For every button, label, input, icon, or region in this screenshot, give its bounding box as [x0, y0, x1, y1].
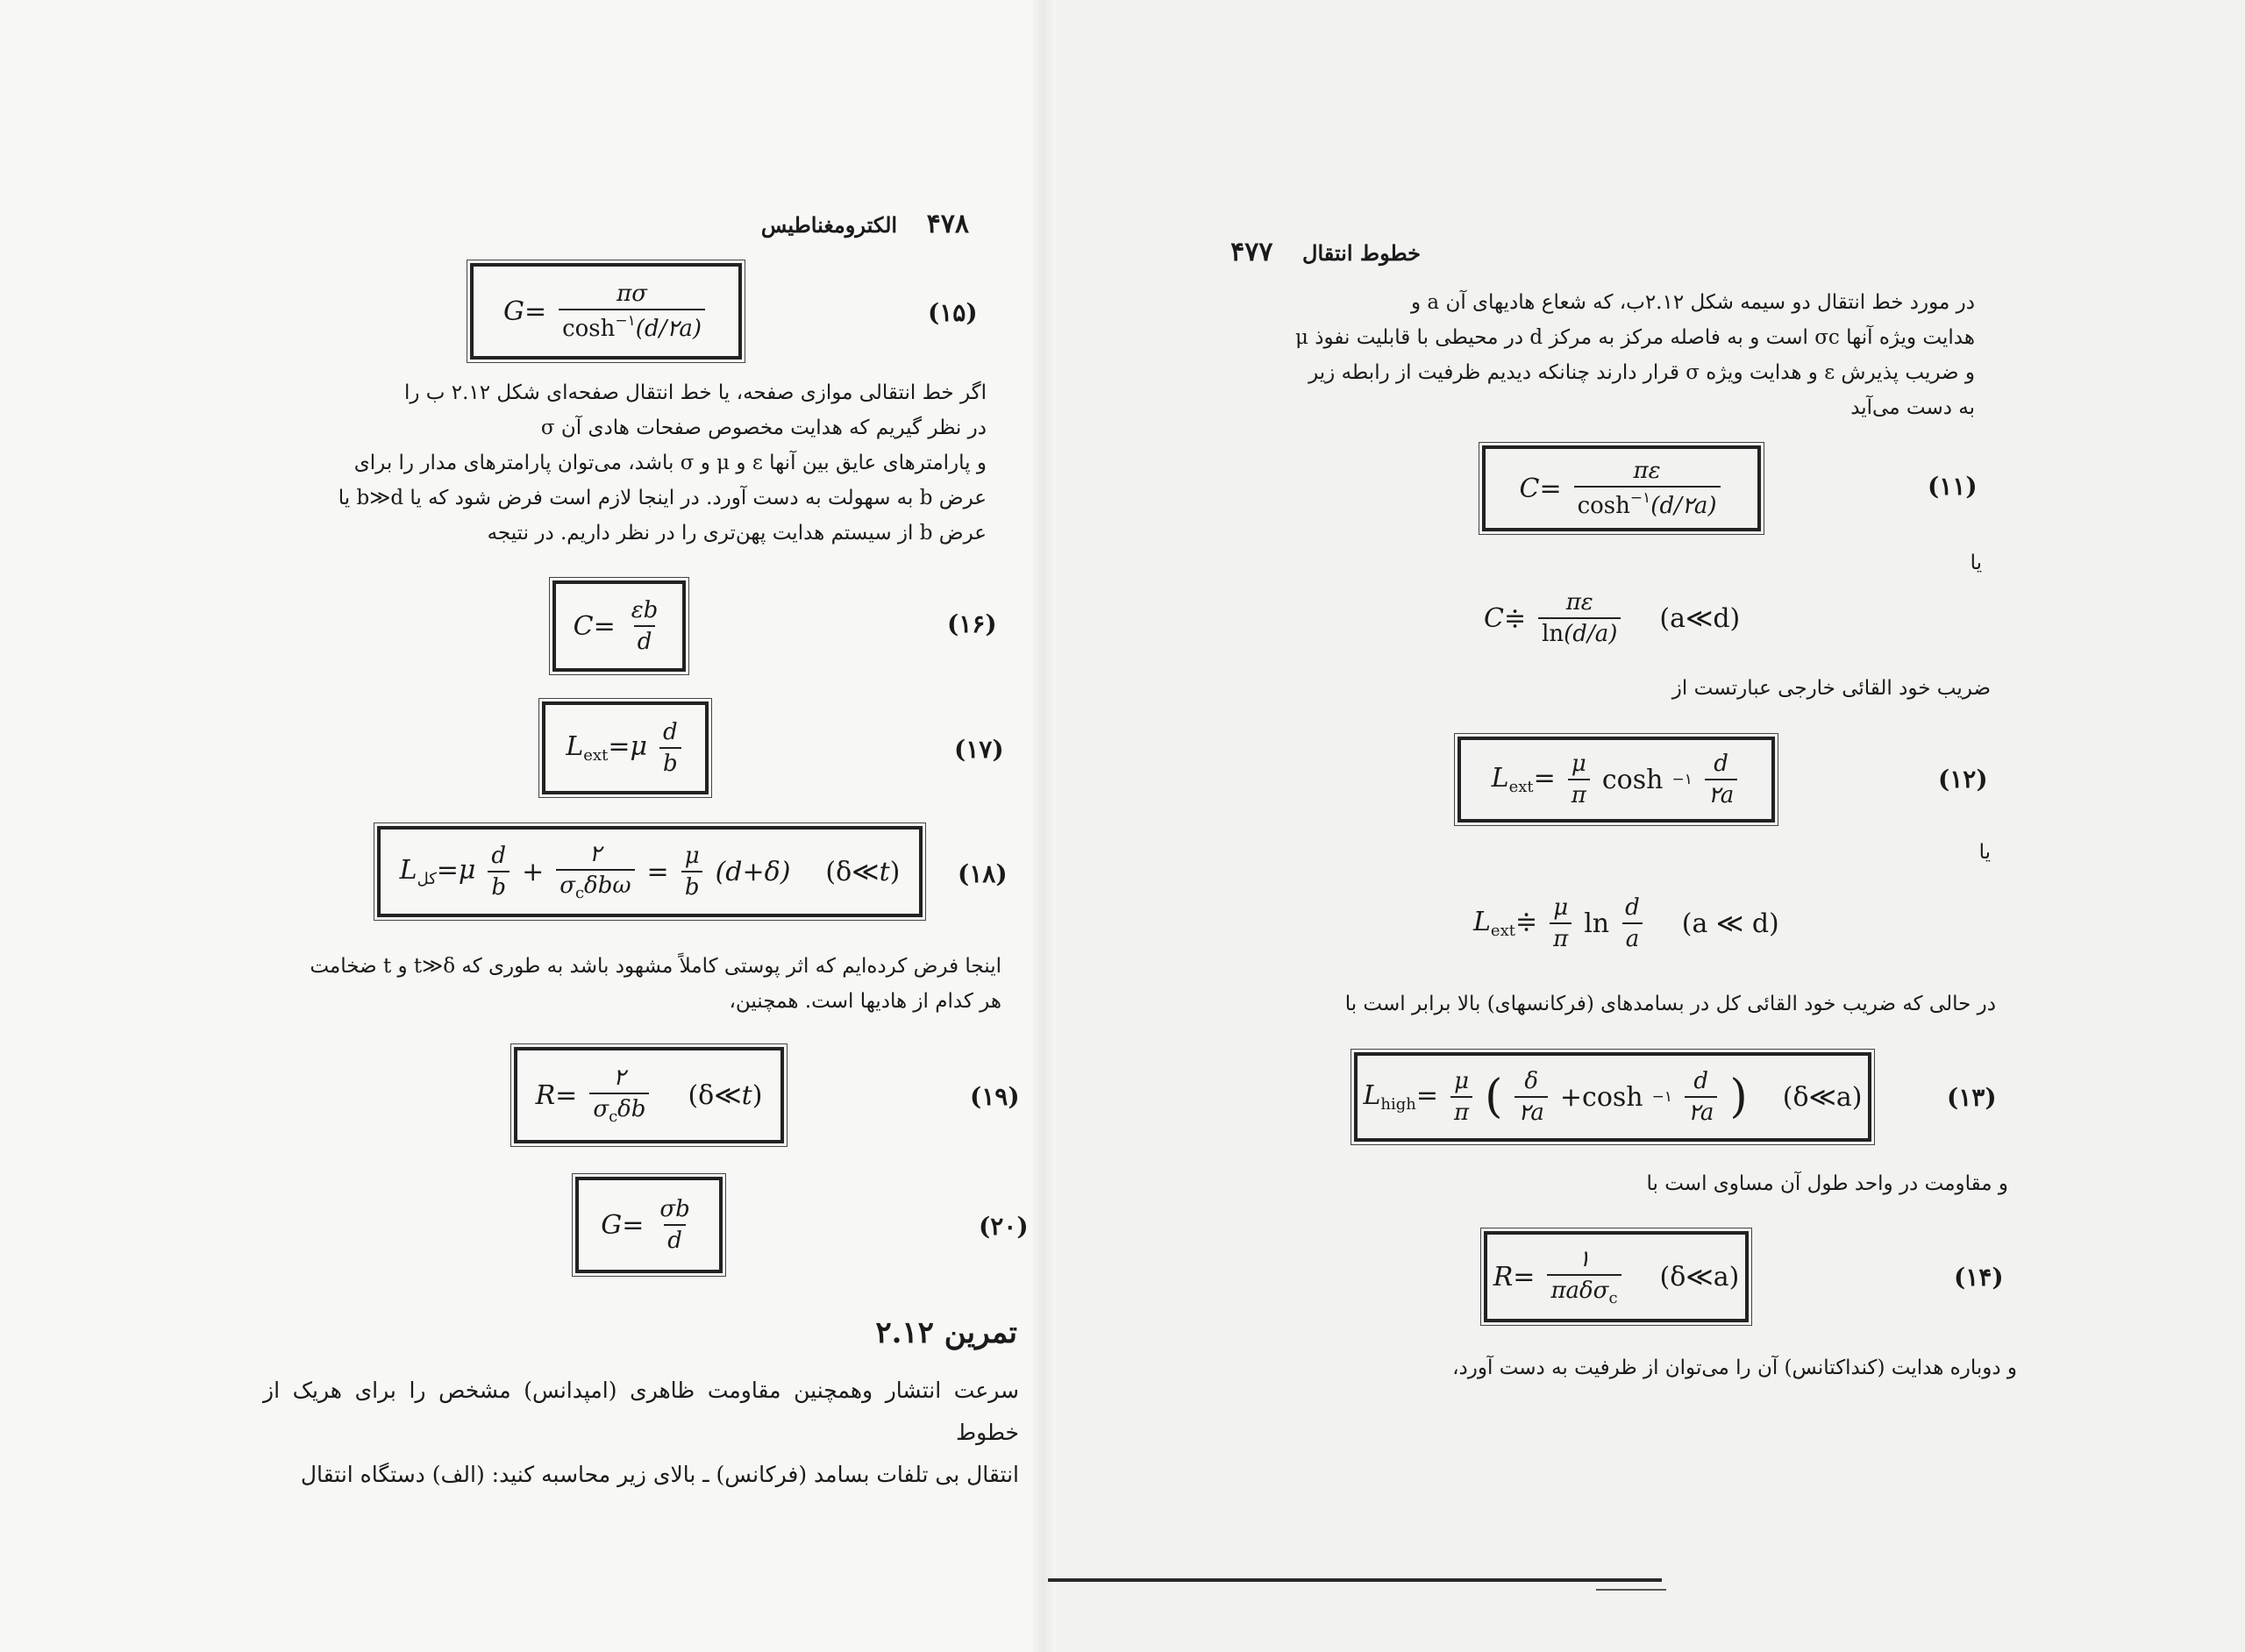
left-para2-line1: اینجا فرض کرده‌ایم که اثر پوستی کاملاً مشهود باشد به طوری که t≫δ و t ضخامت: [310, 955, 1001, 978]
equation-number-14: (۱۴): [1954, 1263, 2004, 1292]
right-resistance-text: و مقاومت در واحد طول آن مساوی است با: [1646, 1172, 2008, 1195]
right-paragraph-1: [1245, 285, 1975, 425]
right-high-freq-text: در حالی که ضریب خود القائی کل در بسامدهای (فرکانسهای) بالا برابر است با: [1344, 993, 1996, 1015]
bottom-rule-short: [1596, 1589, 1666, 1591]
equation-19-box: R= $\frac{۲}{\sigma_c\delta b}$ (δ≪t): [514, 1047, 784, 1143]
equation-number-19: (۱۹): [970, 1082, 1020, 1111]
right-para1-line2: هدایت ویژه آنها σc است و به فاصله مرکز به مرکز d در محیطی با قابلیت نفوذ μ: [1294, 326, 1975, 349]
right-conductance-text: و دوباره هدایت (کنداکتانس) آن را می‌توان از ظرفیت به دست آورد،: [1452, 1356, 2017, 1379]
equation-17-box: $L_{ext}=\mu$ $\frac{d}{b}$: [542, 701, 709, 794]
left-paragraph-2: [263, 949, 1001, 1019]
equation-13-box: $L_{high}=$ $\frac{\mu}{\pi}$ ( $\frac{\delta}{۲a}$ +cosh −۱ $\frac{d}{۲a}$ ) (δ≪a): [1354, 1052, 1871, 1142]
left-page-header: [761, 209, 969, 239]
equation-number-13: (۱۳): [1947, 1083, 1997, 1112]
equation-number-15: (۱۵): [928, 298, 978, 327]
right-page-number: ۴۷۷: [1230, 237, 1273, 267]
bottom-rule: [1048, 1578, 1662, 1582]
right-para1-line4: به دست می‌آید: [1850, 396, 1975, 419]
equation-12-box: $L_{ext}=$ $\frac{\mu}{\pi}$ cosh −۱ $\frac{d}{۲a}$: [1457, 737, 1775, 822]
right-running-title: خطوط انتقال: [1302, 240, 1421, 266]
left-para1-line2: در نظر گیریم که هدایت مخصوص صفحات هادی آن σ: [540, 417, 987, 439]
right-page: [1044, 0, 2245, 1652]
right-inductance-text: ضریب خود القائی خارجی عبارتست از: [1671, 677, 1991, 700]
capacitance-approx-formula: C≑ $\frac{\pi\varepsilon}{\ln(d/a)}$ (a≪d): [1484, 589, 1741, 647]
exercise-line2: انتقال بی تلفات بسامد (فرکانس) ـ بالای زیر محاسبه کنید: (الف) دستگاه انتقال: [300, 1462, 1019, 1487]
equation-number-17: (۱۷): [954, 735, 1004, 764]
equation-number-20: (۲۰): [979, 1212, 1029, 1241]
equation-18-box: $L_{کل}=\mu$ $\frac{d}{b}$ + $\frac{۲}{\sigma_c\delta b\omega}$ = $\frac{\mu}{b}$ (d+δ) (δ≪t): [377, 826, 923, 917]
book-gutter: [1033, 0, 1056, 1652]
exercise-line1: سرعت انتشار وهمچنین مقاومت ظاهری (امپدانس) مشخص را برای هریک از خطوط: [263, 1378, 1019, 1445]
exercise-heading: تمرین ۲.۱۲: [875, 1315, 1017, 1350]
left-page-number: ۴۷۸: [926, 209, 969, 239]
left-paragraph-1: [250, 375, 987, 551]
equation-15-box: G= $\frac{\pi\sigma}{\cosh^{-۱}(d/۲a)}$: [470, 263, 742, 360]
left-para2-line2: هر کدام از هادیها است. همچنین،: [729, 990, 1001, 1013]
equation-20-box: G= $\frac{\sigma b}{d}$: [575, 1177, 723, 1273]
inductance-approx-formula: $L_{ext}≑$ $\frac{\mu}{\pi}$ ln $\frac{d}{a}$ (a ≪ d): [1473, 894, 1779, 952]
right-para1-line3: و ضریب پذیرش ε و هدایت ویژه σ قرار دارند چنانکه دیدیم ظرفیت از رابطه زیر: [1308, 361, 1975, 384]
equation-14-box: R= $\frac{۱}{\pi a\delta\sigma_c}$ (δ≪a): [1484, 1231, 1749, 1322]
equation-number-16: (۱۶): [947, 609, 997, 638]
equation-16-box: C= $\frac{\varepsilon b}{d}$: [552, 580, 686, 672]
right-ya-2: یا: [1978, 841, 1991, 864]
equation-11-box: C= $\frac{\pi\varepsilon}{\cosh^{-۱}(d/۲a)}$: [1482, 445, 1761, 531]
left-para1-line3: و پارامترهای عایق بین آنها ε و μ و σ باشد، می‌توان پارامترهای مدار را برای: [353, 452, 987, 474]
right-para1-line1: در مورد خط انتقال دو سیمه شکل ۲.۱۲ب، که شعاع هادیهای آن a و: [1411, 291, 1975, 314]
left-para1-line5: عرض b از سیستم هدایت پهن‌تری را در نظر داریم. در نتیجه: [487, 522, 987, 545]
right-page-header: [1230, 237, 1421, 267]
equation-number-12: (۱۲): [1938, 765, 1988, 794]
equation-number-11: (۱۱): [1928, 472, 1978, 501]
exercise-text: [263, 1370, 1019, 1496]
right-ya-1: یا: [1970, 552, 1982, 574]
left-para1-line4: عرض b به سهولت به دست آورد. در اینجا لازم است فرض شود که یا b≫d یا: [338, 487, 987, 509]
left-para1-line1: اگر خط انتقالی موازی صفحه، یا خط انتقال صفحه‌ای شکل ۲.۱۲ ب را: [403, 381, 987, 404]
left-running-title: الکترومغناطیس: [760, 212, 898, 238]
equation-number-18: (۱۸): [958, 859, 1008, 888]
